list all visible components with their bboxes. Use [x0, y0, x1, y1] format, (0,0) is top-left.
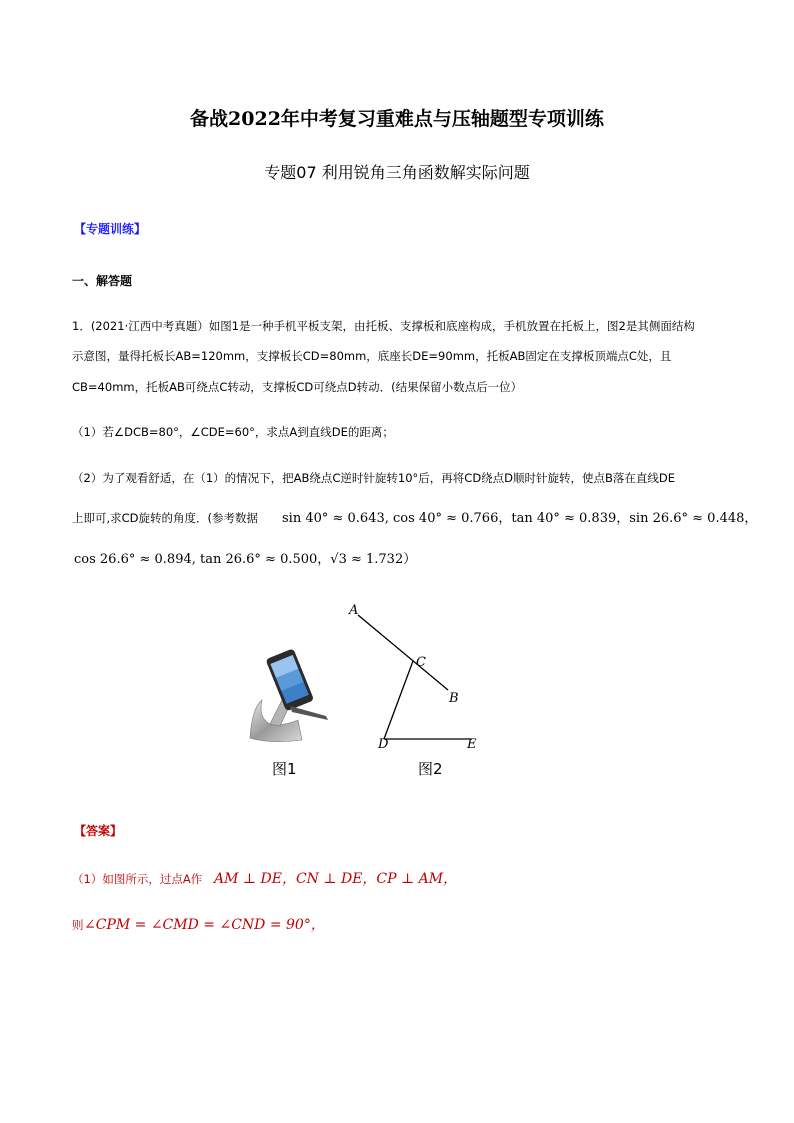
point-label-e: E — [467, 737, 477, 752]
point-label-d: D — [378, 737, 389, 752]
segment-cd — [384, 661, 413, 739]
problem-line-3: CB=40mm，托板AB可绕点C转动，支撑板CD可绕点D转动．(结果保留小数点后一位） — [72, 380, 523, 394]
point-label-b: B — [449, 691, 459, 706]
document-title: 备战2022年中考复习重难点与压轴题型专项训练 — [190, 108, 604, 130]
point-label-a: A — [349, 603, 359, 618]
point-label-c: C — [416, 655, 426, 670]
problem-line-2: 示意图，量得托板长AB=120mm，支撑板长CD=80mm，底座长DE=90mm，托板AB固定在支撑板顶端点C处，且 — [72, 349, 672, 363]
section-heading: 一、解答题 — [72, 274, 133, 288]
answer-line-1-text: （1）如图所示，过点A作 — [72, 872, 203, 886]
answer-line-1-math: AM ⊥ DE，CN ⊥ DE，CP ⊥ AM， — [214, 871, 458, 887]
segment-ab — [358, 615, 448, 690]
answer-line-2-text: 则 — [72, 918, 84, 932]
question-2-line-2-text: 上即可,求CD旋转的角度．(参考数据 — [72, 511, 259, 525]
figure-1-caption: 图1 — [272, 760, 297, 778]
phone-stand-illustration — [240, 648, 340, 748]
question-1: （1）若∠DCB=80°，∠CDE=60°，求点A到直线DE的距离； — [72, 425, 394, 439]
reference-data-line-1: sin 40° ≈ 0.643, cos 40° ≈ 0.766，tan 40° ≈ 0.839，sin 26.6° ≈ 0.448， — [282, 511, 758, 526]
section-tag: 【专题训练】 — [74, 222, 147, 236]
figure-2-caption: 图2 — [418, 760, 443, 778]
answer-tag: 【答案】 — [74, 824, 123, 838]
geometry-diagram — [340, 598, 490, 758]
document-subtitle: 专题07 利用锐角三角函数解实际问题 — [264, 163, 530, 182]
problem-line-1: 1．(2021·江西中考真题）如图1是一种手机平板支架，由托板、支撑板和底座构成，手机放置在托板上，图2是其侧面结构 — [72, 319, 695, 333]
question-2-line-1: （2）为了观看舒适，在（1）的情况下，把AB绕点C逆时针旋转10°后，再将CD绕点D顺时针旋转，使点B落在直线DE — [72, 471, 676, 485]
reference-data-line-2: cos 26.6° ≈ 0.894, tan 26.6° ≈ 0.500，√3 ≈ 1.732） — [74, 552, 417, 567]
answer-line-2-math: ∠CPM = ∠CMD = ∠CND = 90°， — [84, 917, 325, 933]
